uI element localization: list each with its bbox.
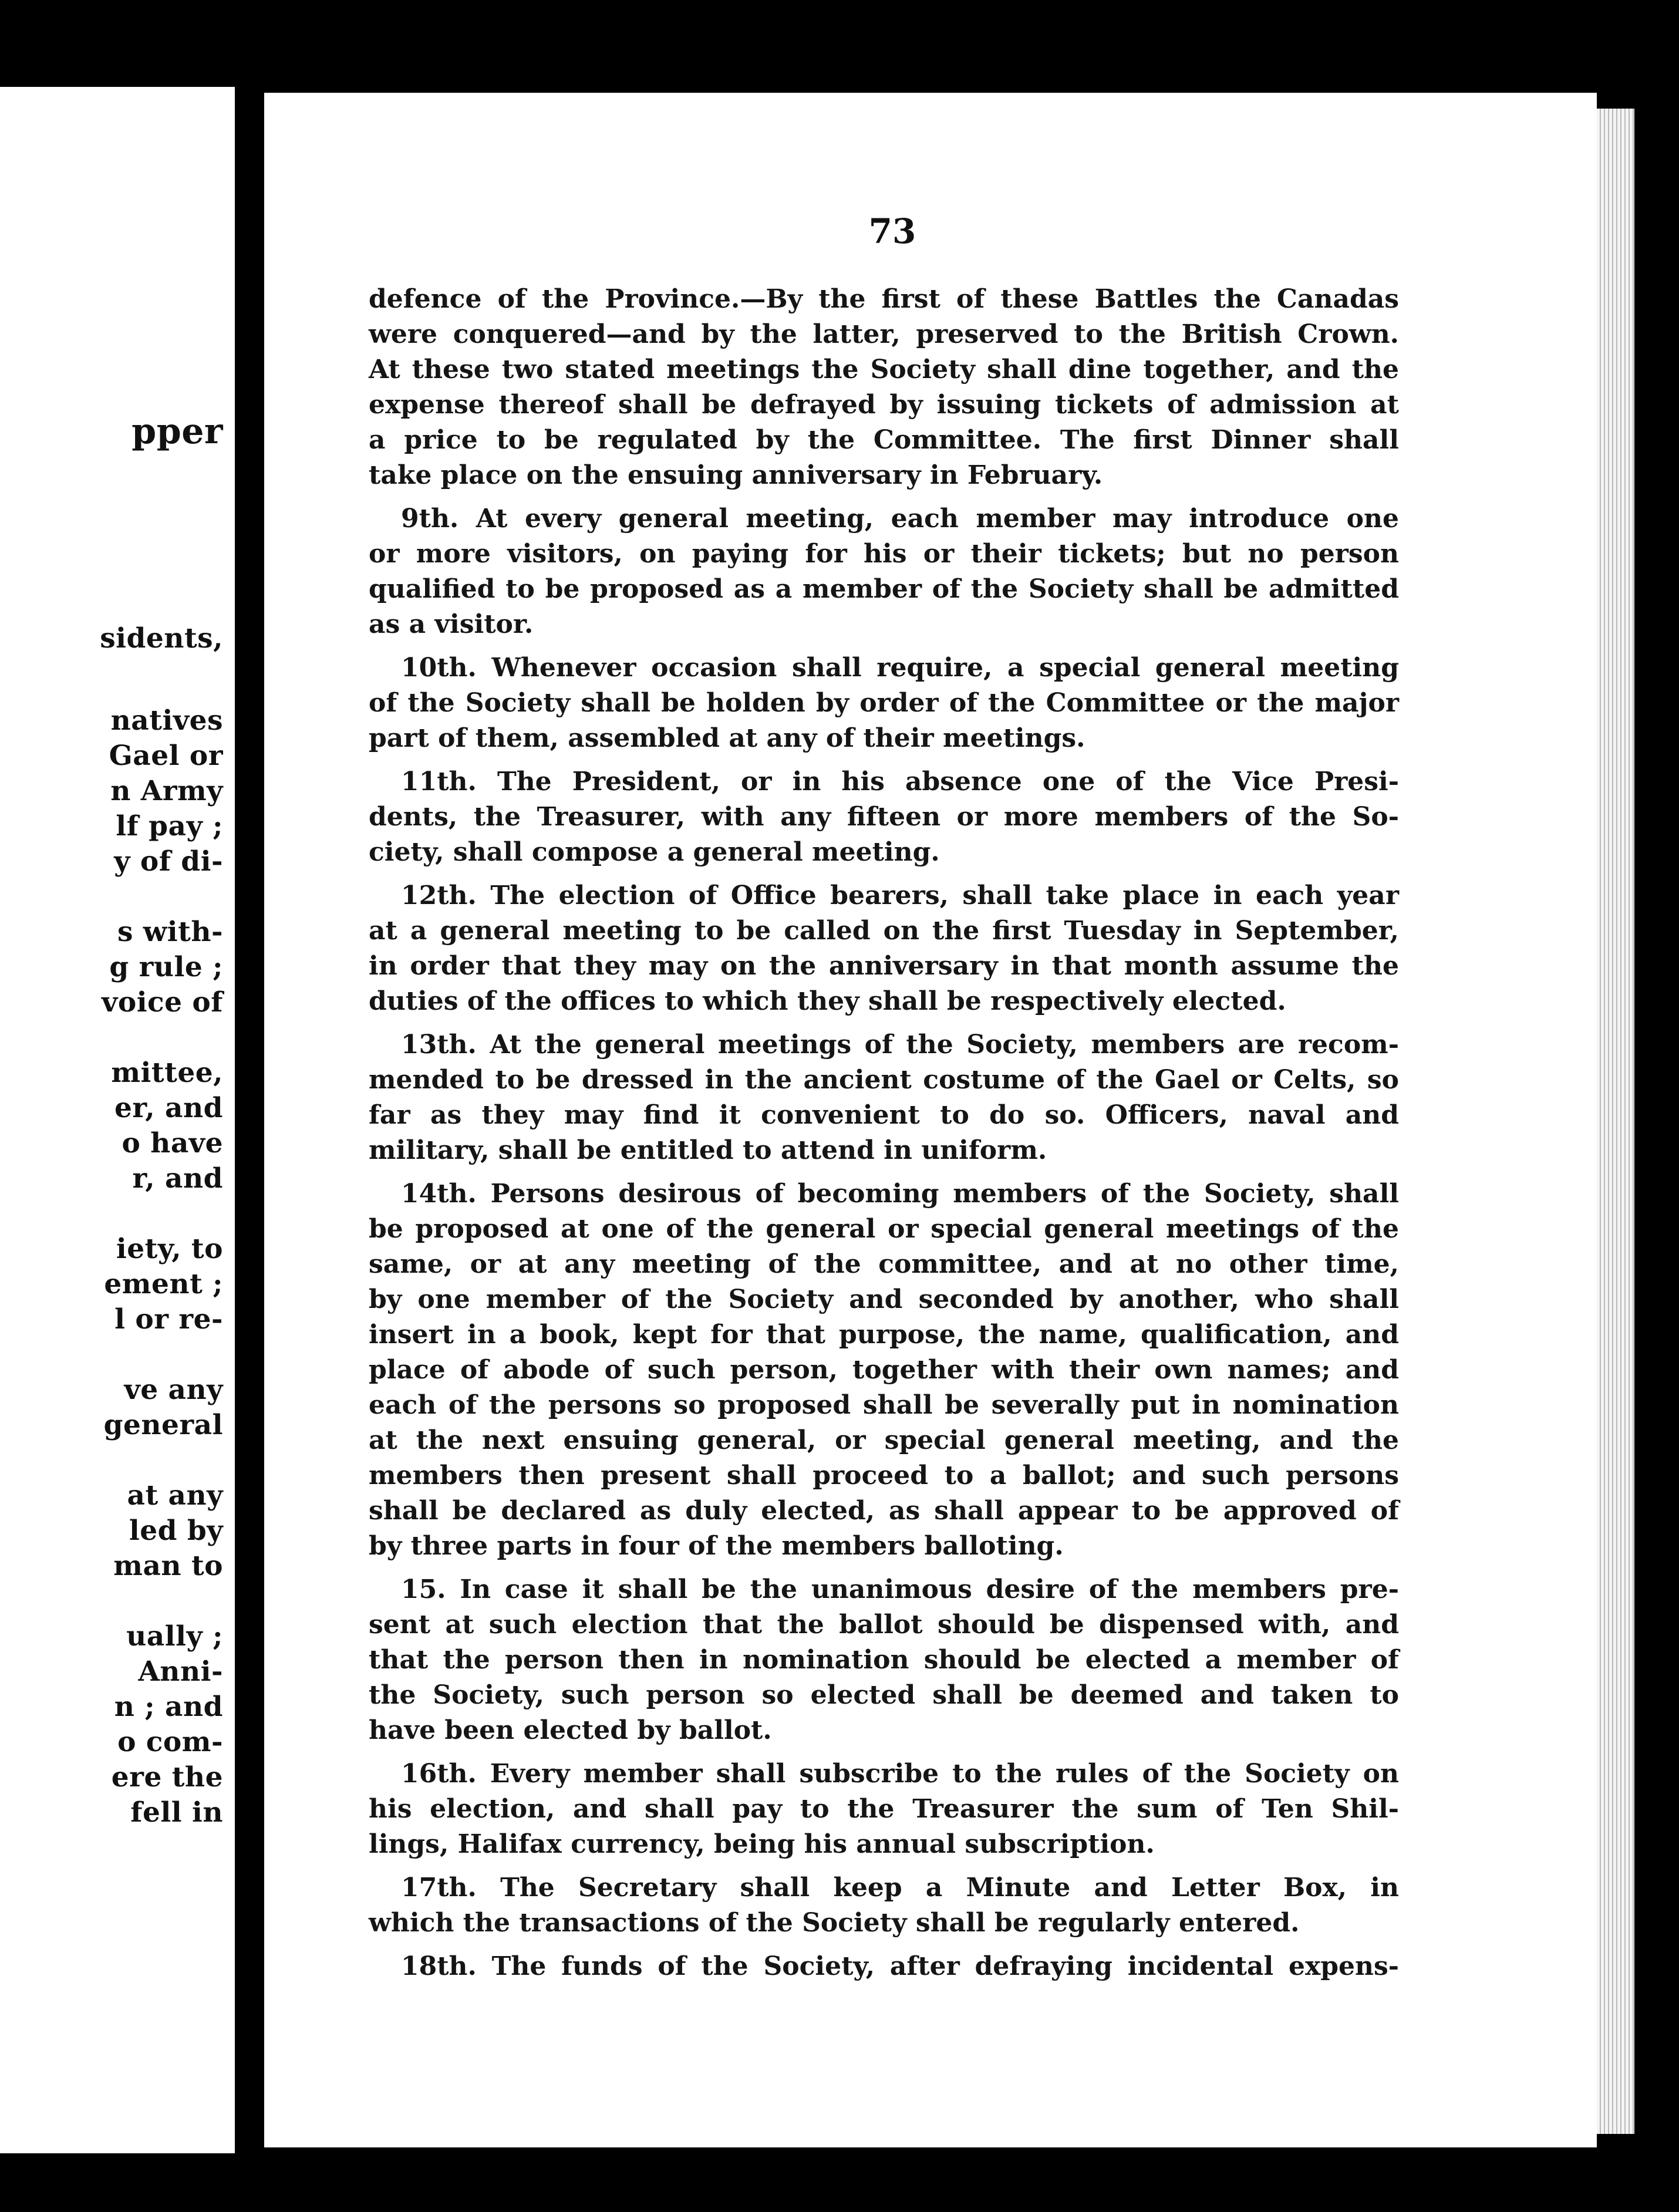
paragraph-gap [369,1564,1399,1572]
text-line: 17th. The Secretary shall keep a Minute and Letter Box, in [401,1873,1399,1903]
text-line: lings, Halifax currency, being his annual subscription. [369,1829,1155,1859]
text-line: by three parts in four of the members balloting. [369,1531,1064,1561]
text-line: 14th. Persons desirous of becoming members of the Society, shall [401,1179,1399,1209]
text-line: insert in a book, kept for that purpose, the name, qualification, and [369,1320,1399,1350]
paragraph-gap [369,1019,1399,1027]
paragraph-gap [369,1168,1399,1176]
paragraph-gap [369,1748,1399,1756]
left-page-line: l or re- [114,1303,223,1336]
text-line: that the person then in nomination should be elected a member of [369,1645,1399,1675]
text-line: take place on the ensuing anniversary in February. [369,460,1103,490]
left-page-line: r, and [132,1162,223,1195]
text-line: 10th. Whenever occasion shall require, a special general meeting [401,653,1399,683]
text-line: at the next ensuing general, or special general meeting, and the [369,1425,1399,1455]
left-page-line: general [103,1409,223,1441]
paragraph [369,282,1399,493]
paragraph [369,1176,1399,1564]
paragraph-gap [369,870,1399,878]
paragraph-gap [369,1941,1399,1949]
paragraph [369,1756,1399,1862]
text-line: 9th. At every general meeting, each member may introduce one [401,504,1399,534]
text-line: military, shall be entitled to attend in uniform. [369,1135,1047,1165]
text-line: a price to be regulated by the Committee. The first Dinner shall [369,425,1399,455]
left-page-line: natives [110,704,223,737]
left-page-line: ement ; [104,1268,223,1300]
text-line: 13th. At the general meetings of the Society, members are recom- [401,1030,1399,1060]
page-body-text [369,282,1399,1984]
paragraph [369,501,1399,642]
left-page-line: led by [129,1515,223,1547]
left-page-line: o com- [117,1726,223,1758]
text-line: far as they may find it convenient to do so. Officers, naval and [369,1100,1399,1130]
left-page [0,87,235,2153]
left-page-line: voice of [102,986,223,1019]
text-line: place of abode of such person, together with their own names; and [369,1355,1399,1385]
left-page-heading: pper [132,411,223,452]
text-line: mended to be dressed in the ancient costume of the Gael or Celts, so [369,1065,1399,1095]
text-line: were conquered—and by the latter, preserved to the British Crown. [369,319,1399,349]
text-line: dents, the Treasurer, with any fifteen or more members of the So- [369,802,1399,832]
paragraph [369,1870,1399,1941]
paragraph-gap [369,642,1399,650]
paragraph [369,1572,1399,1748]
left-page-line: o have [122,1127,223,1159]
text-line: at a general meeting to be called on the first Tuesday in September, [369,916,1399,946]
left-page-line: man to [113,1550,223,1582]
text-line: shall be declared as duly elected, as shall appear to be approved of [369,1496,1399,1526]
left-page-line: mittee, [111,1057,223,1089]
left-page-line: Anni- [138,1655,223,1688]
paragraph [369,1027,1399,1168]
text-line: each of the persons so proposed shall be severally put in nomination [369,1390,1399,1420]
left-page-line: n Army [110,775,223,807]
text-line: be proposed at one of the general or special general meetings of the [369,1214,1399,1244]
left-page-line: er, and [114,1092,223,1124]
text-line: ciety, shall compose a general meeting. [369,837,940,867]
text-line: in order that they may on the anniversary in that month assume the [369,951,1399,981]
text-line: expense thereof shall be defrayed by issuing tickets of admission at [369,390,1399,420]
text-line: 15. In case it shall be the unanimous desire of the members pre- [401,1574,1399,1604]
left-page-line: lf pay ; [116,810,223,842]
text-line: sent at such election that the ballot should be dispensed with, and [369,1610,1399,1640]
left-page-line: iety, to [116,1233,223,1265]
text-line: of the Society shall be holden by order of the Committee or the major [369,688,1399,718]
text-line: At these two stated meetings the Society shall dine together, and the [369,355,1399,385]
text-line: qualified to be proposed as a member of the Society shall be admitted [369,574,1399,604]
paragraph-gap [369,756,1399,764]
left-page-line: ere the [111,1761,223,1793]
paragraph [369,764,1399,870]
left-page-line: g rule ; [109,951,223,983]
left-page-line: ually ; [126,1620,223,1653]
paragraph [369,650,1399,756]
left-page-line: ve any [124,1374,223,1406]
text-line: duties of the offices to which they shall be respectively elected. [369,986,1286,1016]
text-line: same, or at any meeting of the committee, and at no other time, [369,1249,1399,1279]
paragraph [369,1949,1399,1984]
text-line: his election, and shall pay to the Treasurer the sum of Ten Shil- [369,1794,1399,1824]
text-line: the Society, such person so elected shall be deemed and taken to [369,1680,1399,1710]
text-line: as a visitor. [369,609,534,639]
text-line: have been elected by ballot. [369,1715,772,1745]
left-page-line: at any [127,1479,223,1512]
text-line: 12th. The election of Office bearers, shall take place in each year [401,881,1399,911]
left-page-line: y of di- [114,845,223,878]
text-line: or more visitors, on paying for his or their tickets; but no person [369,539,1399,569]
page-number: 73 [868,211,916,251]
left-page-line: s with- [117,916,223,948]
text-line: defence of the Province.—By the first of these Battles the Canadas [369,284,1399,314]
left-page-line: sidents, [100,622,223,655]
text-line: members then present shall proceed to a ballot; and such persons [369,1461,1399,1491]
text-line: 11th. The President, or in his absence one of the Vice Presi- [401,767,1399,797]
left-page-line: fell in [130,1796,223,1829]
left-page-line: Gael or [109,740,223,772]
paragraph-gap [369,1862,1399,1870]
paragraph [369,878,1399,1019]
paragraph-gap [369,493,1399,501]
text-line: part of them, assembled at any of their meetings. [369,723,1085,753]
text-line: which the transactions of the Society shall be regularly entered. [369,1908,1300,1938]
text-line: 16th. Every member shall subscribe to the rules of the Society on [401,1759,1399,1789]
left-page-line: n ; and [114,1691,223,1723]
text-line: 18th. The funds of the Society, after defraying incidental expens- [401,1951,1399,1981]
page-edges [1597,109,1634,2134]
text-line: by one member of the Society and seconded by another, who shall [369,1284,1399,1314]
